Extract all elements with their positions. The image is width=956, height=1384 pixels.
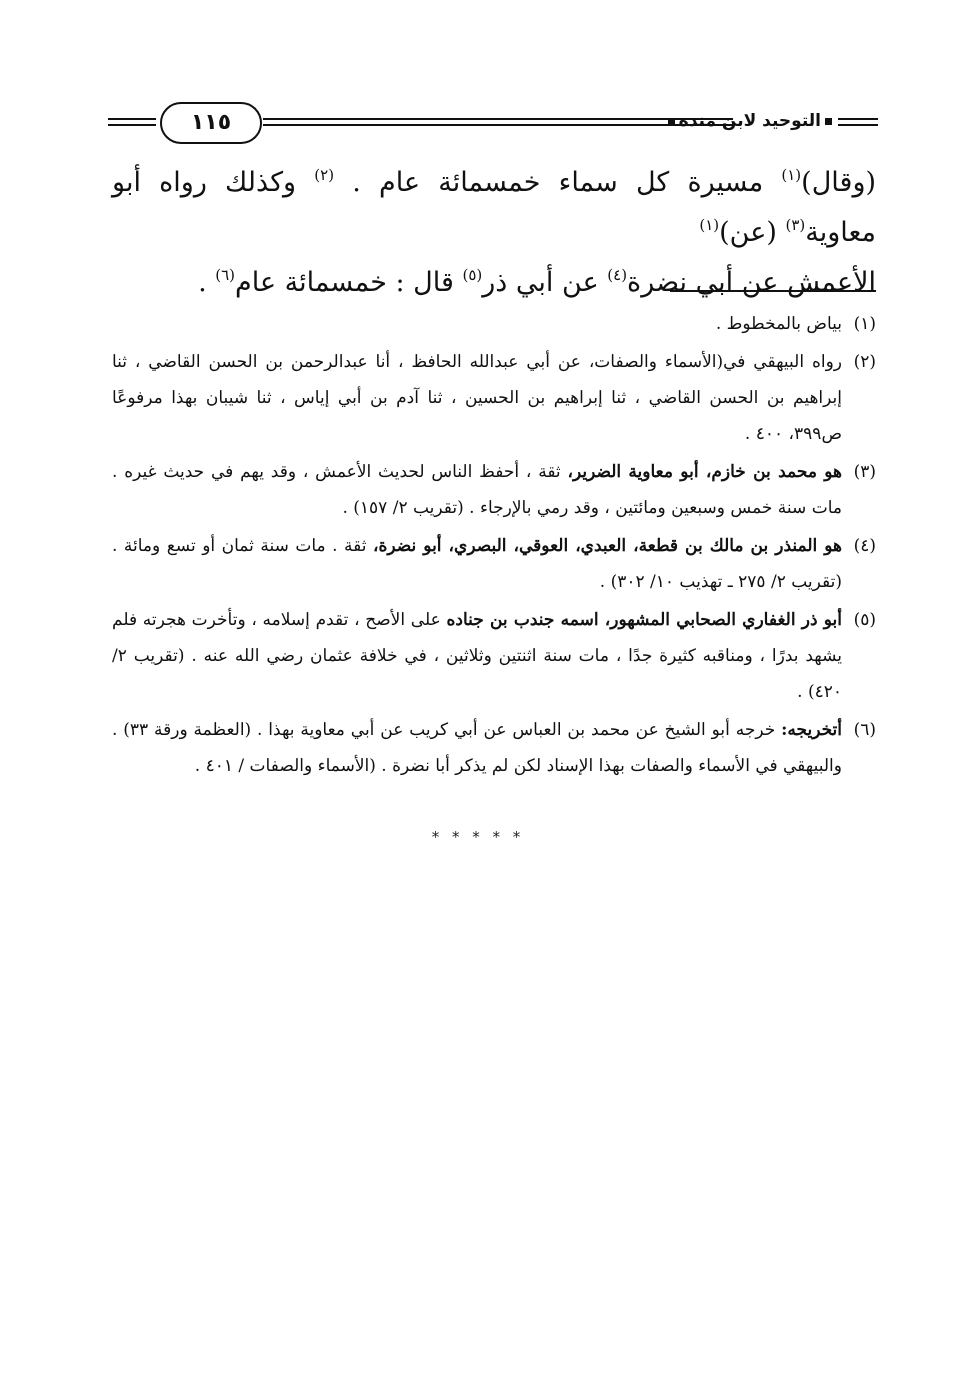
footnote-body <box>112 712 842 784</box>
footnote-number: (٣) <box>853 462 876 482</box>
footnote <box>112 528 876 600</box>
footnote-body <box>112 528 842 600</box>
footnote-number: (٦) <box>853 720 876 740</box>
footnote-body <box>112 306 842 342</box>
footnote-ref: (١) <box>699 216 720 234</box>
footnote-number: (١) <box>853 314 876 334</box>
footnote-text: بياض بالمخطوط . <box>715 314 842 334</box>
footnote-bold: أتخريجه: <box>781 720 842 740</box>
book-title-text: التوحيد لابن منده <box>678 111 821 131</box>
footnote-body <box>112 344 842 452</box>
footnote-bold: أبو ذر الغفاري الصحابي المشهور، اسمه جندب بن جناده <box>446 610 843 630</box>
footnote-ref: (٤) <box>607 266 628 284</box>
footnote-ref: (٥) <box>462 266 483 284</box>
footnote-text: خرجه أبو الشيخ عن محمد بن العباس عن أبي كريب عن أبي معاوية بهذا . (العظمة ورقة ٣٣) . والبيهقي في الأسماء والصفات بهذا الإسناد لكن لم يذكر أبا نضرة . (الأسماء والصفات / ٤٠١ . <box>112 720 842 776</box>
footnotes <box>112 306 876 786</box>
square-bullet-icon <box>668 118 675 125</box>
footnote-ref: (٣) <box>785 216 806 234</box>
footnote-text: ثقة . مات سنة ثمان أو تسع ومائة . (تقريب ٢/ ٢٧٥ ـ تهذيب ١٠/ ٣٠٢) . <box>112 536 842 592</box>
footnote-separator <box>670 290 876 292</box>
square-bullet-icon <box>825 118 832 125</box>
book-title <box>678 102 836 140</box>
footnote-bold: هو محمد بن خازم، أبو معاوية الضرير، <box>567 462 843 482</box>
footnote <box>112 306 876 342</box>
footnote-text: رواه البيهقي في(الأسماء والصفات، عن أبي عبدالله الحافظ ، أنا عبدالرحمن بن الحسن القاضي ، ثنا إبراهيم بن الحسن القاضي ، ثنا إبراهيم بن الحسين ، ثنا آدم بن أبي إياس ، ثنا شيبان بهذا مرفوعًا ص٣٩٩، ٤٠٠ . <box>112 352 842 444</box>
text-segment: عن أبي ذر <box>482 267 608 298</box>
page-header <box>108 96 878 150</box>
footnote-number: (٢) <box>853 352 876 372</box>
footnote-body <box>112 602 842 710</box>
footnote-bold: هو المنذر بن مالك بن قطعة، العبدي، العوقي، البصري، أبو نضرة، <box>373 536 842 556</box>
text-segment: الأعمش عن أبي نضرة <box>627 267 876 298</box>
footnote <box>112 602 876 710</box>
footnote-number: (٥) <box>853 610 876 630</box>
text-segment: قال : خمسمائة عام <box>235 267 463 298</box>
footnote-ref: (٢) <box>314 166 335 184</box>
text-segment: (وقال) <box>801 167 877 198</box>
footnote <box>112 344 876 452</box>
footnote <box>112 712 876 784</box>
main-text-line-2 <box>112 258 876 308</box>
text-segment: مسيرة كل سماء خمسمائة عام . <box>334 167 782 198</box>
footnote-ref: (٦) <box>215 266 236 284</box>
header-rule-left <box>108 118 156 126</box>
footnote <box>112 454 876 526</box>
header-rule-right <box>838 118 878 126</box>
end-ornament: * * * * * <box>431 828 525 846</box>
footnote-body <box>112 454 842 526</box>
footnote-text: على الأصح ، تقدم إسلامه ، وتأخرت هجرته فلم يشهد بدرًا ، ومناقبه كثيرة جدًا ، مات سنة اثنتين وثلاثين ، في خلافة عثمان رضي الله عنه . (تقريب ٢/ ٤٢٠) . <box>112 610 842 702</box>
footnote-number: (٤) <box>853 536 876 556</box>
footnote-ref: (١) <box>781 166 802 184</box>
footnote-text: ثقة ، أحفظ الناس لحديث الأعمش ، وقد يهم في حديث غيره . مات سنة خمس وسبعين ومائتين ، وقد رمي بالإرجاء . (تقريب ٢/ ١٥٧) . <box>112 462 842 518</box>
text-segment: . <box>198 267 216 298</box>
page-number: ١١٥ <box>160 102 262 144</box>
text-segment: (عن) <box>719 217 786 248</box>
header-rule-middle <box>263 118 733 126</box>
text-segment: وكذلك رواه أبو معاوية <box>112 167 876 248</box>
main-text <box>112 158 876 308</box>
main-text-line-1 <box>112 158 876 258</box>
